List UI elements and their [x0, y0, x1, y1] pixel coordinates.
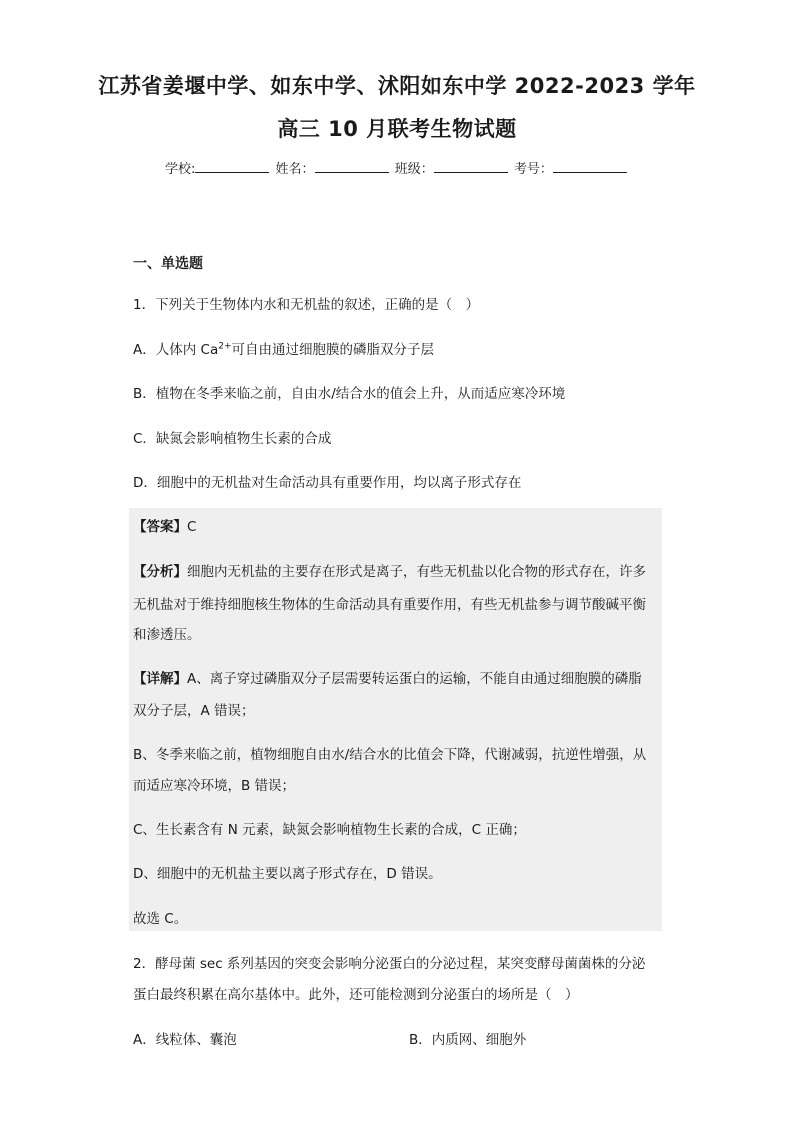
- detail-a-text1: A、离子穿过磷脂双分子层需要转运蛋白的运输，不能自由通过细胞膜的磷脂: [187, 671, 642, 687]
- detail-b-line1: B、冬季来临之前，植物细胞自由水/结合水的比值会下降，代谢减弱，抗逆性增强，从: [133, 747, 647, 763]
- section-title: 一、单选题: [133, 256, 203, 272]
- name-blank[interactable]: [315, 160, 389, 173]
- question1-option-b: B．植物在冬季来临之前，自由水/结合水的值会上升，从而适应寒冷环境: [133, 386, 566, 402]
- conclusion-line: 故选 C。: [133, 911, 188, 927]
- analysis-tag: 【分析】: [133, 564, 187, 580]
- option-a-post: 可自由通过细胞膜的磷脂双分子层: [231, 342, 435, 358]
- analysis-line3: 和渗透压。: [133, 627, 201, 643]
- detail-d-line: D、细胞中的无机盐主要以离子形式存在，D 错误。: [133, 866, 442, 882]
- answer-value: C: [187, 519, 197, 535]
- student-info-row: [165, 158, 629, 177]
- name-label: 姓名：: [275, 162, 315, 177]
- option-a-sup: 2+: [218, 341, 232, 352]
- exam-title-line2: 高三 10 月联考生物试题: [277, 117, 517, 141]
- question2-option-a: A．线粒体、囊泡: [133, 1032, 237, 1048]
- detail-a-line1: [133, 667, 642, 687]
- exam-number-label: 考号：: [513, 162, 553, 177]
- question2-stem-line2: 蛋白最终积累在高尔基体中。此外，还可能检测到分泌蛋白的场所是（ ）: [133, 987, 579, 1003]
- detail-b-line2: 而适应寒冷环境，B 错误；: [133, 778, 296, 794]
- detail-c-line: C、生长素含有 N 元素，缺氮会影响植物生长素的合成，C 正确；: [133, 822, 526, 838]
- answer-line: [133, 515, 196, 535]
- question1-option-c: C．缺氮会影响植物生长素的合成: [133, 431, 332, 447]
- question1-option-a: [133, 338, 434, 358]
- school-label: 学校:: [165, 162, 196, 177]
- detail-tag: 【详解】: [133, 671, 187, 687]
- question2-stem-line1: 2．酵母菌 sec 系列基因的突变会影响分泌蛋白的分泌过程，某突变酵母菌菌株的分泌: [133, 956, 646, 972]
- class-label: 班级：: [394, 162, 434, 177]
- answer-tag: 【答案】: [133, 519, 187, 535]
- exam-title-line1: 江苏省姜堰中学、如东中学、沭阳如东中学 2022-2023 学年: [98, 74, 696, 98]
- analysis-line1: [133, 560, 646, 580]
- option-a-pre: A．人体内 Ca: [133, 342, 219, 358]
- school-blank[interactable]: [195, 160, 269, 173]
- analysis-line2: 无机盐对于维持细胞核生物体的生命活动具有重要作用，有些无机盐参与调节酸碱平衡: [133, 597, 646, 613]
- analysis-text1: 细胞内无机盐的主要存在形式是离子，有些无机盐以化合物的形式存在，许多: [187, 564, 646, 580]
- exam-number-blank[interactable]: [553, 160, 627, 173]
- question1-option-d: D．细胞中的无机盐对生命活动具有重要作用，均以离子形式存在: [133, 475, 522, 491]
- question2-option-b: B．内质网、细胞外: [409, 1032, 527, 1048]
- question1-stem: 1．下列关于生物体内水和无机盐的叙述，正确的是（ ）: [133, 297, 480, 313]
- class-blank[interactable]: [434, 160, 508, 173]
- detail-a-line2: 双分子层，A 错误；: [133, 703, 255, 719]
